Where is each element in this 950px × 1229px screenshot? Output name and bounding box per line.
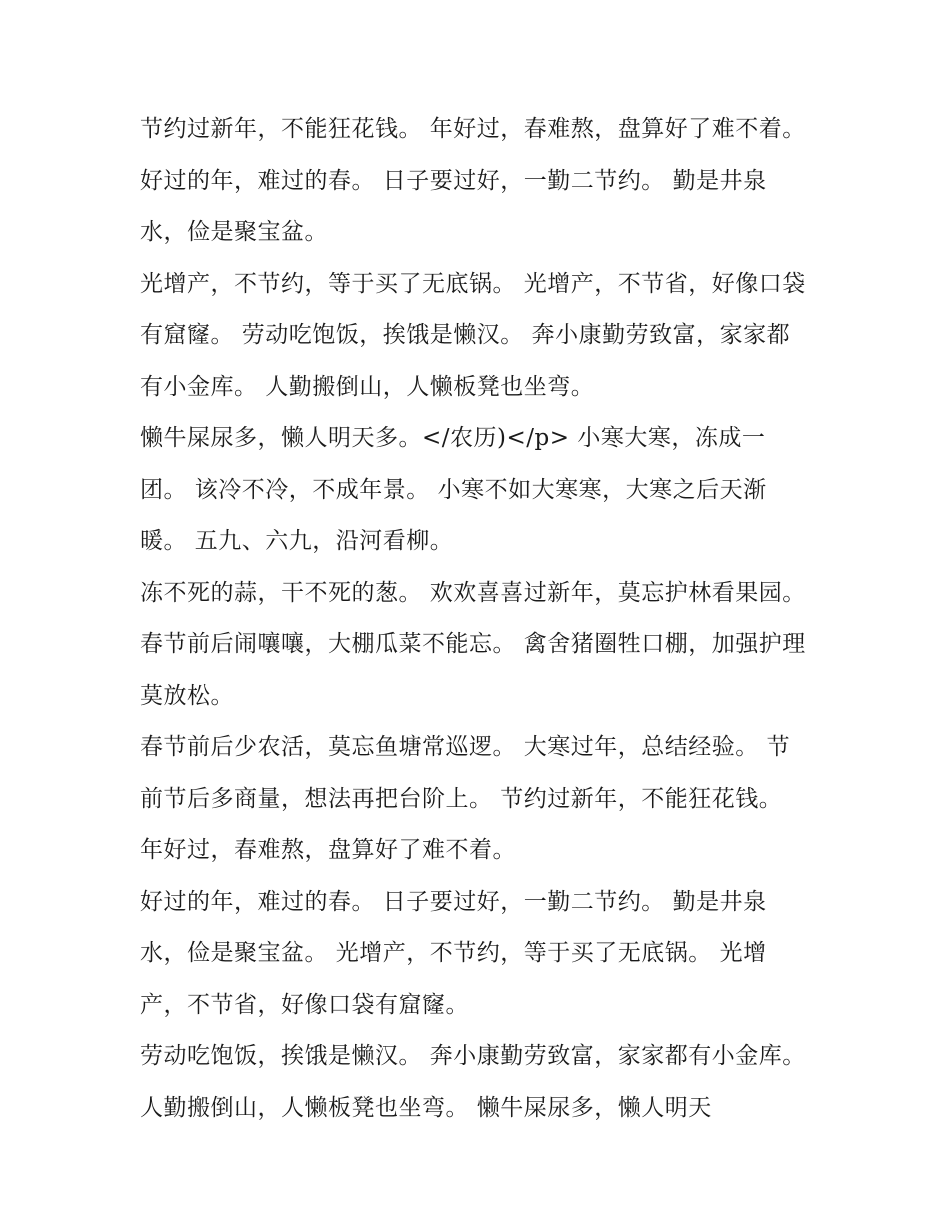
- document-body: [140, 104, 812, 1134]
- paragraph: 节约过新年，不能狂花钱。 年好过，春难熬，盘算好了难不着。 好过的年，难过的春。 日子要过好，一勤二节约。 勤是井泉水，俭是聚宝盆。: [140, 116, 806, 245]
- paragraph: 光增产，不节约，等于买了无底锅。 光增产，不节省，好像口袋有窟窿。 劳动吃饱饭，挨饿是懒汉。 奔小康勤劳致富，家家都有小金库。 人勤搬倒山，人懒板凳也坐弯。: [140, 270, 806, 400]
- paragraph: 懒牛屎尿多，懒人明天多。</农历)</p> 小寒大寒，冻成一团。 该冷不冷，不成年景。 小寒不如大寒寒，大寒之后天渐暖。 五九、六九，沿河看柳。: [140, 425, 767, 554]
- paragraph: 春节前后少农活，莫忘鱼塘常巡逻。 大寒过年，总结经验。 节前节后多商量，想法再把台阶上。 节约过新年，不能狂花钱。 年好过，春难熬，盘算好了难不着。: [140, 734, 791, 863]
- paragraph: 好过的年，难过的春。 日子要过好，一勤二节约。 勤是井泉水，俭是聚宝盆。 光增产，不节约，等于买了无底锅。 光增产，不节省，好像口袋有窟窿。: [140, 888, 767, 1018]
- paragraph: 冻不死的蒜，干不死的葱。 欢欢喜喜过新年，莫忘护林看果园。 春节前后闹嚷嚷，大棚瓜菜不能忘。 禽舍猪圈牲口棚，加强护理莫放松。: [140, 579, 806, 709]
- paragraph: 劳动吃饱饭，挨饿是懒汉。 奔小康勤劳致富，家家都有小金库。 人勤搬倒山，人懒板凳也坐弯。 懒牛屎尿多，懒人明天: [140, 1043, 806, 1121]
